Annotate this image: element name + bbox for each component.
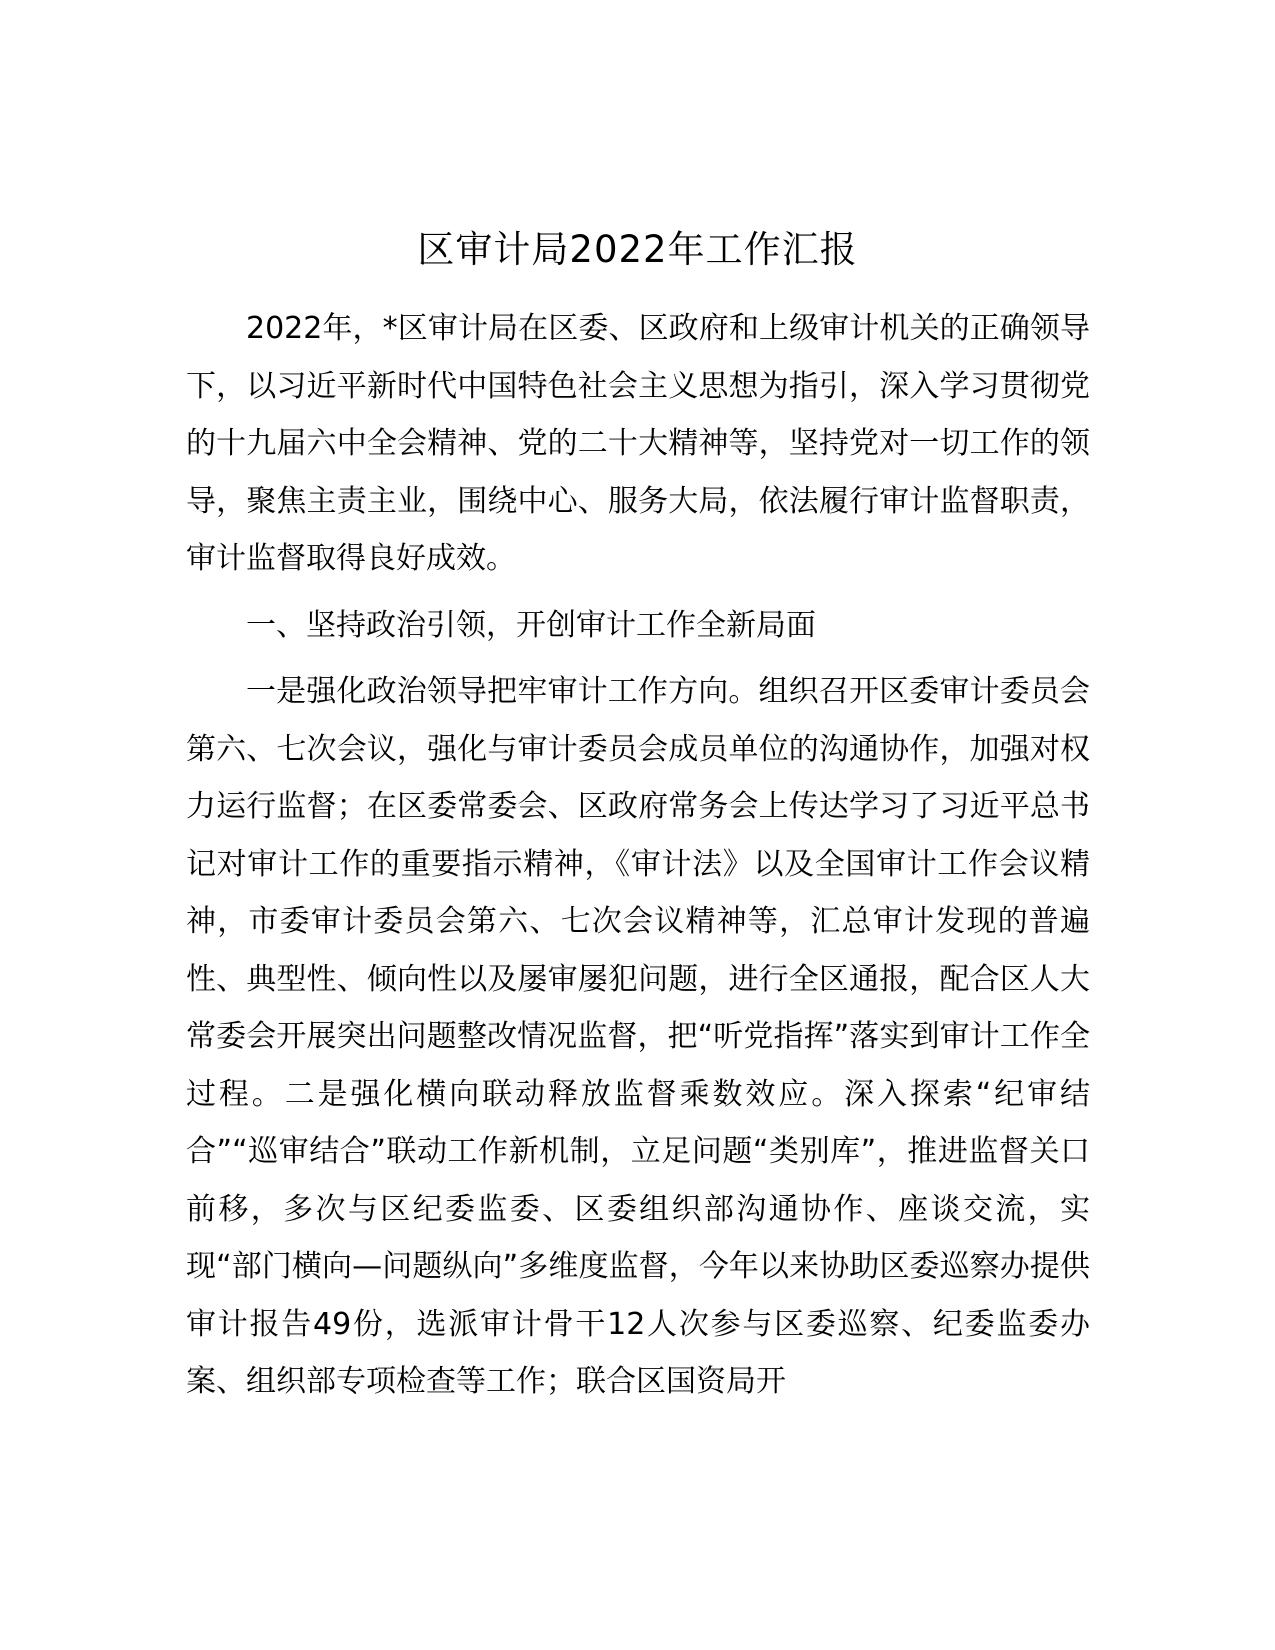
- document-title: 区审计局2022年工作汇报: [417, 228, 858, 271]
- document-body: [186, 300, 1090, 1411]
- section-heading: 一、坚持政治引领，开创审计工作全新局面: [246, 607, 816, 643]
- body-paragraph: 一是强化政治领导把牢审计工作方向。组织召开区委审计委员会第六、七次会议，强化与审计委员会成员单位的沟通协作，加强对权力运行监督；在区委常委会、区政府常务会上传达学习了习近平总书记对审计工作的重要指示精神，《审计法》以及全国审计工作会议精神，市委审计委员会第六、七次会议精神等，汇总审计发现的普遍性、典型性、倾向性以及屡审屡犯问题，进行全区通报，配合区人大常委会开展突出问题整改情况监督，把“听党指挥”落实到审计工作全过程。二是强化横向联动释放监督乘数效应。深入探索“纪审结合”“巡审结合”联动工作新机制，立足问题“类别库”，推进监督关口前移，多次与区纪委监委、区委组织部沟通协作、座谈交流，实现“部门横向—问题纵向”多维度监督，今年以来协助区委巡察办提供审计报告49份，选派审计骨干12人次参与区委巡察、纪委监委办案、组织部专项检查等工作；联合区国资局开: [186, 674, 1090, 1399]
- intro-paragraph: 2022年，*区审计局在区委、区政府和上级审计机关的正确领导下，以习近平新时代中国特色社会主义思想为指引，深入学习贯彻党的十九届六中全会精神、党的二十大精神等，坚持党对一切工作的领导，聚焦主责主业，围绕中心、服务大局，依法履行审计监督职责，审计监督取得良好成效。: [186, 311, 1090, 576]
